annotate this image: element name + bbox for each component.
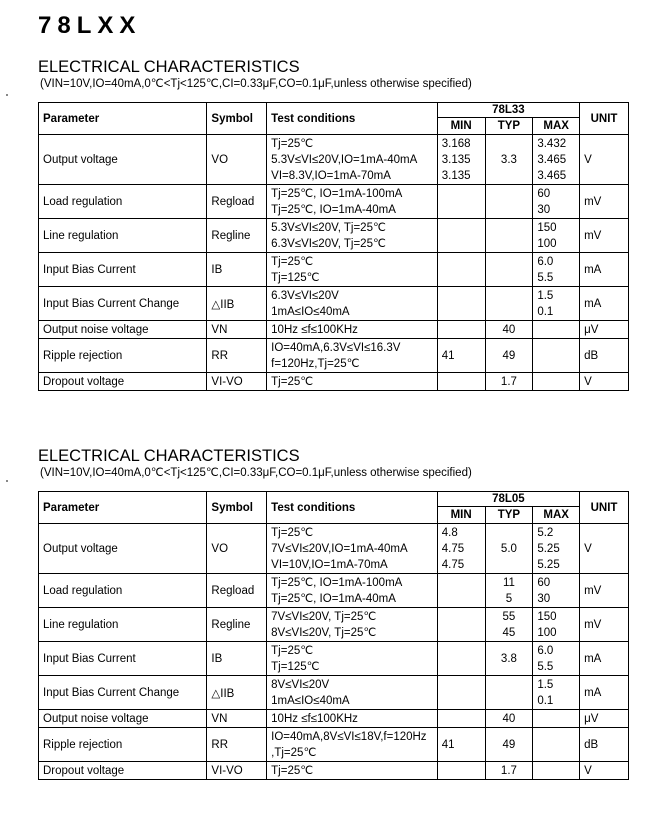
typ-cell (485, 373, 533, 391)
symbol-cell: VO (207, 524, 267, 574)
test-cell-line: Tj=25℃ (271, 764, 314, 777)
test-cell (267, 185, 438, 219)
unit-cell: mV (580, 185, 629, 219)
unit-cell: V (580, 135, 629, 185)
max-cell (533, 710, 580, 728)
test-cell (267, 574, 438, 608)
table-row (39, 676, 629, 710)
unit-cell: V (580, 373, 629, 391)
header-symbol: Symbol (207, 103, 267, 135)
unit-cell: mA (580, 253, 629, 287)
param-cell: Output voltage (39, 524, 207, 574)
test-cell-line: f=120Hz,Tj=25℃ (271, 357, 360, 370)
min-cell (437, 339, 485, 373)
typ-cell (485, 185, 533, 219)
symbol-cell: VO (207, 135, 267, 185)
table-row (39, 642, 629, 676)
unit-cell: V (580, 524, 629, 574)
spec-table (38, 102, 629, 391)
max-cell-line: 5.5 (537, 660, 554, 673)
max-cell (533, 608, 580, 642)
table-row (39, 574, 629, 608)
min-cell-line: 3.168 (441, 137, 471, 150)
typ-cell-line: 5 (505, 592, 513, 605)
header-min: MIN (437, 507, 485, 524)
table-row (39, 321, 629, 339)
test-cell-line: Tj=25℃, IO=1mA-100mA (271, 187, 403, 200)
test-cell-line: 10Hz ≤f≤100KHz (271, 712, 358, 725)
symbol-cell: RR (207, 339, 267, 373)
header-parameter: Parameter (39, 103, 207, 135)
symbol-cell: VI-VO (207, 373, 267, 391)
max-cell-line: 6.0 (537, 255, 554, 268)
unit-cell: μV (580, 710, 629, 728)
test-cell-line: IO=40mA,8V≤VI≤18V,f=120Hz (271, 730, 427, 743)
unit-cell: mV (580, 219, 629, 253)
max-cell-line: 5.5 (537, 271, 554, 284)
margin-dot (6, 94, 8, 96)
symbol-cell: Regload (207, 574, 267, 608)
min-cell-line: 3.135 (441, 153, 471, 166)
max-cell (533, 219, 580, 253)
header-max: MAX (533, 118, 580, 135)
param-cell: Output noise voltage (39, 710, 207, 728)
param-cell: Output voltage (39, 135, 207, 185)
test-cell (267, 728, 438, 762)
typ-cell (485, 339, 533, 373)
section-header (38, 58, 628, 91)
max-cell-line: 150 (537, 610, 557, 623)
symbol-cell: VI-VO (207, 762, 267, 780)
typ-cell-line: 49 (502, 738, 516, 751)
test-cell-line: VI=10V,IO=1mA-70mA (271, 558, 388, 571)
test-cell-line: 10Hz ≤f≤100KHz (271, 323, 358, 336)
max-cell-line: 5.25 (537, 542, 560, 555)
section-heading: ELECTRICAL CHARACTERISTICS (38, 58, 300, 76)
min-cell (437, 135, 485, 185)
header-unit: UNIT (580, 103, 629, 135)
max-cell-line: 1.5 (537, 678, 554, 691)
header-typ: TYP (485, 118, 533, 135)
param-cell: Dropout voltage (39, 373, 207, 391)
typ-cell-line: 45 (502, 626, 516, 639)
max-cell-line: 100 (537, 237, 557, 250)
test-cell-line: 5.3V≤VI≤20V,IO=1mA-40mA (271, 153, 418, 166)
min-cell (437, 219, 485, 253)
typ-cell (485, 321, 533, 339)
unit-cell: mA (580, 676, 629, 710)
max-cell-line: 60 (537, 576, 551, 589)
typ-cell-line: 11 (502, 576, 515, 589)
max-cell (533, 642, 580, 676)
typ-cell-line: 5.0 (500, 542, 517, 555)
max-cell (533, 728, 580, 762)
typ-cell (485, 642, 533, 676)
symbol-cell: △IIB (207, 287, 267, 321)
test-cell (267, 608, 438, 642)
typ-cell-line: 3.3 (500, 153, 517, 166)
test-cell-line: Tj=25℃ (271, 644, 314, 657)
test-cell (267, 710, 438, 728)
min-cell (437, 642, 485, 676)
min-cell (437, 524, 485, 574)
header-parameter: Parameter (39, 492, 207, 524)
test-cell (267, 373, 438, 391)
test-cell-line: 6.3V≤VI≤20V, Tj=25℃ (271, 237, 386, 250)
param-cell: Line regulation (39, 608, 207, 642)
typ-cell (485, 287, 533, 321)
max-cell (533, 287, 580, 321)
test-cell-line: Tj=25℃, IO=1mA-40mA (271, 203, 396, 216)
table-row (39, 219, 629, 253)
min-cell (437, 762, 485, 780)
param-cell: Input Bias Current (39, 642, 207, 676)
header-device: 78L33 (437, 103, 579, 118)
test-cell (267, 287, 438, 321)
symbol-cell: Regline (207, 219, 267, 253)
section-heading: ELECTRICAL CHARACTERISTICS (38, 447, 300, 465)
typ-cell-line: 1.7 (500, 764, 517, 777)
param-cell: Dropout voltage (39, 762, 207, 780)
min-cell (437, 287, 485, 321)
min-cell-line: 4.8 (441, 526, 458, 539)
test-cell-line: Tj=125℃ (271, 271, 320, 284)
typ-cell-line: 3.8 (500, 652, 517, 665)
test-cell (267, 219, 438, 253)
param-cell: Ripple rejection (39, 339, 207, 373)
max-cell (533, 253, 580, 287)
max-cell (533, 373, 580, 391)
min-cell-line: 4.75 (441, 558, 465, 571)
table-row (39, 185, 629, 219)
test-cell-line: 8V≤VI≤20V, Tj=25℃ (271, 626, 377, 639)
min-cell-line: 41 (441, 738, 455, 751)
unit-cell: mA (580, 287, 629, 321)
table-row (39, 608, 629, 642)
max-cell (533, 185, 580, 219)
typ-cell (485, 710, 533, 728)
section-conditions: (VIN=10V,IO=40mA,0℃<Tj<125℃,CI=0.33μF,CO=0.1μF,unless otherwise specified) (40, 467, 472, 479)
symbol-cell: VN (207, 710, 267, 728)
param-cell: Ripple rejection (39, 728, 207, 762)
unit-cell: mV (580, 574, 629, 608)
max-cell (533, 524, 580, 574)
typ-cell (485, 219, 533, 253)
spec-table (38, 491, 629, 780)
max-cell-line: 5.2 (537, 526, 554, 539)
typ-cell (485, 676, 533, 710)
min-cell-line: 4.75 (441, 542, 465, 555)
typ-cell (485, 762, 533, 780)
typ-cell (485, 524, 533, 574)
table-row (39, 253, 629, 287)
param-cell: Load regulation (39, 185, 207, 219)
test-cell (267, 339, 438, 373)
test-cell-line: Tj=25℃, IO=1mA-40mA (271, 592, 396, 605)
min-cell (437, 676, 485, 710)
unit-cell: dB (580, 728, 629, 762)
table-row (39, 728, 629, 762)
test-cell-line: Tj=25℃, IO=1mA-100mA (271, 576, 403, 589)
typ-cell-line: 40 (502, 323, 516, 336)
test-cell-line: 1mA≤IO≤40mA (271, 694, 350, 707)
typ-cell (485, 728, 533, 762)
symbol-cell: RR (207, 728, 267, 762)
unit-cell: V (580, 762, 629, 780)
max-cell-line: 3.432 (537, 137, 567, 150)
table-row (39, 135, 629, 185)
max-cell (533, 574, 580, 608)
test-cell-line: VI=8.3V,IO=1mA-70mA (271, 169, 391, 182)
unit-cell: mA (580, 642, 629, 676)
max-cell-line: 3.465 (537, 153, 567, 166)
max-cell (533, 762, 580, 780)
unit-cell: mV (580, 608, 629, 642)
max-cell-line: 30 (537, 592, 551, 605)
typ-cell (485, 608, 533, 642)
test-cell (267, 524, 438, 574)
table-row (39, 710, 629, 728)
test-cell (267, 321, 438, 339)
max-cell-line: 1.5 (537, 289, 554, 302)
max-cell (533, 135, 580, 185)
header-test-conditions: Test conditions (267, 103, 438, 135)
test-cell-line: ,Tj=25℃ (271, 746, 317, 759)
test-cell-line: 5.3V≤VI≤20V, Tj=25℃ (271, 221, 386, 234)
typ-cell (485, 253, 533, 287)
typ-cell (485, 574, 533, 608)
document-title: 78LXX (38, 12, 142, 39)
test-cell-line: Tj=25℃ (271, 526, 314, 539)
typ-cell (485, 135, 533, 185)
table-row (39, 373, 629, 391)
test-cell-line: Tj=25℃ (271, 255, 314, 268)
table-row (39, 339, 629, 373)
typ-cell-line: 1.7 (500, 375, 517, 388)
param-cell: Line regulation (39, 219, 207, 253)
test-cell-line: IO=40mA,6.3V≤VI≤16.3V (271, 341, 401, 354)
margin-dot (6, 480, 8, 482)
header-device: 78L05 (437, 492, 579, 507)
symbol-cell: VN (207, 321, 267, 339)
param-cell: Input Bias Current Change (39, 287, 207, 321)
min-cell (437, 373, 485, 391)
max-cell-line: 30 (537, 203, 551, 216)
test-cell-line: Tj=125℃ (271, 660, 320, 673)
param-cell: Input Bias Current Change (39, 676, 207, 710)
max-cell-line: 0.1 (537, 305, 554, 318)
min-cell-line: 3.135 (441, 169, 471, 182)
max-cell (533, 676, 580, 710)
test-cell-line: Tj=25℃ (271, 375, 314, 388)
header-test-conditions: Test conditions (267, 492, 438, 524)
typ-cell-line: 55 (502, 610, 516, 623)
min-cell (437, 253, 485, 287)
test-cell-line: 8V≤VI≤20V (271, 678, 330, 691)
max-cell-line: 3.465 (537, 169, 567, 182)
header-max: MAX (533, 507, 580, 524)
max-cell-line: 150 (537, 221, 557, 234)
param-cell: Load regulation (39, 574, 207, 608)
symbol-cell: IB (207, 253, 267, 287)
header-unit: UNIT (580, 492, 629, 524)
section-header (38, 447, 628, 480)
symbol-cell: Regload (207, 185, 267, 219)
min-cell (437, 710, 485, 728)
test-cell-line: 6.3V≤VI≤20V (271, 289, 339, 302)
test-cell-line: 7V≤VI≤20V,IO=1mA-40mA (271, 542, 408, 555)
test-cell (267, 762, 438, 780)
table-row (39, 524, 629, 574)
min-cell (437, 608, 485, 642)
max-cell-line: 100 (537, 626, 557, 639)
test-cell-line: Tj=25℃ (271, 137, 314, 150)
test-cell-line: 7V≤VI≤20V, Tj=25℃ (271, 610, 377, 623)
param-cell: Output noise voltage (39, 321, 207, 339)
table-row (39, 762, 629, 780)
max-cell-line: 60 (537, 187, 551, 200)
symbol-cell: IB (207, 642, 267, 676)
section-conditions: (VIN=10V,IO=40mA,0℃<Tj<125℃,CI=0.33μF,CO=0.1μF,unless otherwise specified) (40, 78, 472, 90)
min-cell (437, 728, 485, 762)
max-cell-line: 6.0 (537, 644, 554, 657)
min-cell-line: 41 (441, 349, 455, 362)
max-cell (533, 339, 580, 373)
test-cell-line: 1mA≤IO≤40mA (271, 305, 350, 318)
typ-cell-line: 49 (502, 349, 516, 362)
symbol-cell: Regline (207, 608, 267, 642)
min-cell (437, 321, 485, 339)
test-cell (267, 642, 438, 676)
header-symbol: Symbol (207, 492, 267, 524)
header-min: MIN (437, 118, 485, 135)
unit-cell: dB (580, 339, 629, 373)
typ-cell-line: 40 (502, 712, 516, 725)
table-row (39, 287, 629, 321)
header-typ: TYP (485, 507, 533, 524)
symbol-cell: △IIB (207, 676, 267, 710)
test-cell (267, 135, 438, 185)
min-cell (437, 185, 485, 219)
test-cell (267, 676, 438, 710)
max-cell-line: 5.25 (537, 558, 560, 571)
max-cell (533, 321, 580, 339)
test-cell (267, 253, 438, 287)
param-cell: Input Bias Current (39, 253, 207, 287)
min-cell (437, 574, 485, 608)
max-cell-line: 0.1 (537, 694, 554, 707)
unit-cell: μV (580, 321, 629, 339)
